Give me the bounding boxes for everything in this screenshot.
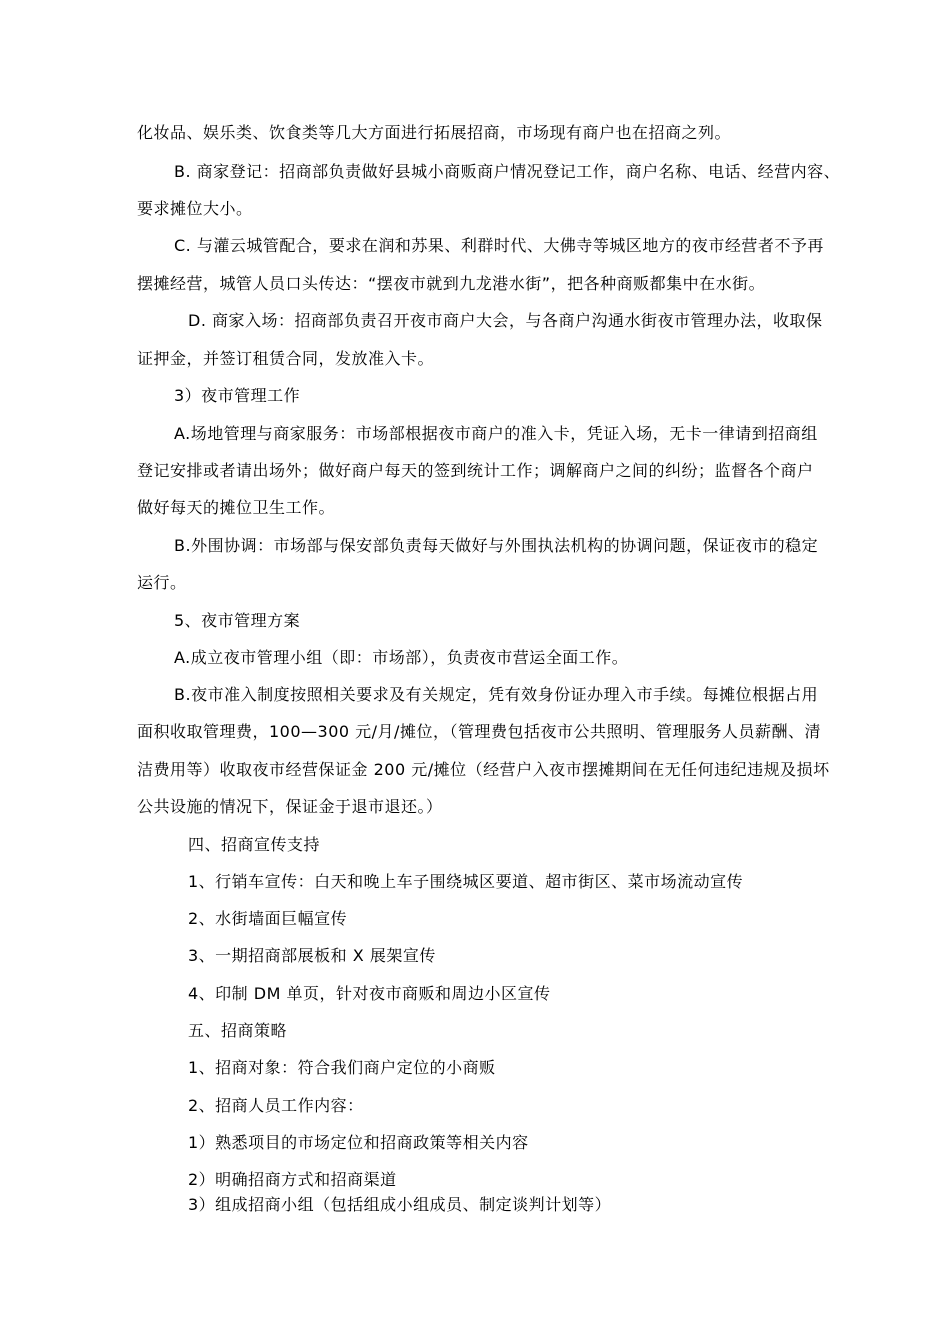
paragraph-line: B.夜市准入制度按照相关要求及有关规定，凭有效身份证办理入市手续。每摊位根据占用 [174, 685, 819, 704]
paragraph-line: 登记安排或者请出场外；做好商户每天的签到统计工作；调解商户之间的纠纷；监督各个商户 [137, 461, 814, 480]
list-item: 1、招商对象：符合我们商户定位的小商贩 [188, 1058, 496, 1077]
section-heading: 5、夜市管理方案 [174, 611, 301, 630]
paragraph-line: A.成立夜市管理小组（即：市场部），负责夜市营运全面工作。 [174, 648, 629, 667]
paragraph-line: B.外围协调：市场部与保安部负责每天做好与外围执法机构的协调问题，保证夜市的稳定 [174, 536, 819, 555]
list-item: 3、一期招商部展板和 X 展架宣传 [188, 946, 436, 965]
list-item: 2）明确招商方式和招商渠道 [188, 1170, 397, 1189]
section-heading: 3）夜市管理工作 [174, 386, 301, 405]
paragraph-line: A.场地管理与商家服务：市场部根据夜市商户的准入卡，凭证入场，无卡一律请到招商组 [174, 424, 818, 443]
paragraph-line: 摆摊经营，城管人员口头传达：“摆夜市就到九龙港水街”，把各种商贩都集中在水街。 [137, 274, 766, 293]
section-heading: 四、招商宣传支持 [188, 835, 321, 854]
list-item: 1）熟悉项目的市场定位和招商政策等相关内容 [188, 1133, 529, 1152]
paragraph-line: 公共设施的情况下，保证金于退市退还。） [137, 797, 443, 816]
paragraph-line: 证押金，并签订租赁合同，发放准入卡。 [137, 349, 435, 368]
list-item: 1、行销车宣传：白天和晚上车子围绕城区要道、超市街区、菜市场流动宣传 [188, 872, 744, 891]
list-item: 4、印制 DM 单页，针对夜市商贩和周边小区宣传 [188, 984, 551, 1003]
paragraph-line: 面积收取管理费，100—300 元/月/摊位，（管理费包括夜市公共照明、管理服务人员薪酬、清 [137, 722, 821, 741]
list-item: 2、水街墙面巨幅宣传 [188, 909, 348, 928]
paragraph-line: 要求摊位大小。 [137, 199, 253, 218]
list-item: 3）组成招商小组（包括组成小组成员、制定谈判计划等） [188, 1195, 612, 1214]
paragraph-line: 化妆品、娱乐类、饮食类等几大方面进行拓展招商，市场现有商户也在招商之列。 [137, 123, 732, 142]
paragraph-line: 运行。 [137, 573, 187, 592]
list-item: 2、招商人员工作内容： [188, 1096, 364, 1115]
paragraph-line: 做好每天的摊位卫生工作。 [137, 498, 336, 517]
paragraph-line: B. 商家登记：招商部负责做好县城小商贩商户情况登记工作，商户名称、电话、经营内容、 [174, 162, 841, 181]
paragraph-line: 洁费用等）收取夜市经营保证金 200 元/摊位（经营户入夜市摆摊期间在无任何违纪违规及损坏 [137, 760, 830, 779]
section-heading: 五、招商策略 [188, 1021, 288, 1040]
paragraph-line: C. 与灌云城管配合，要求在润和苏果、利群时代、大佛寺等城区地方的夜市经营者不予再 [174, 236, 824, 255]
paragraph-line: D. 商家入场：招商部负责召开夜市商户大会，与各商户沟通水街夜市管理办法，收取保 [188, 311, 823, 330]
